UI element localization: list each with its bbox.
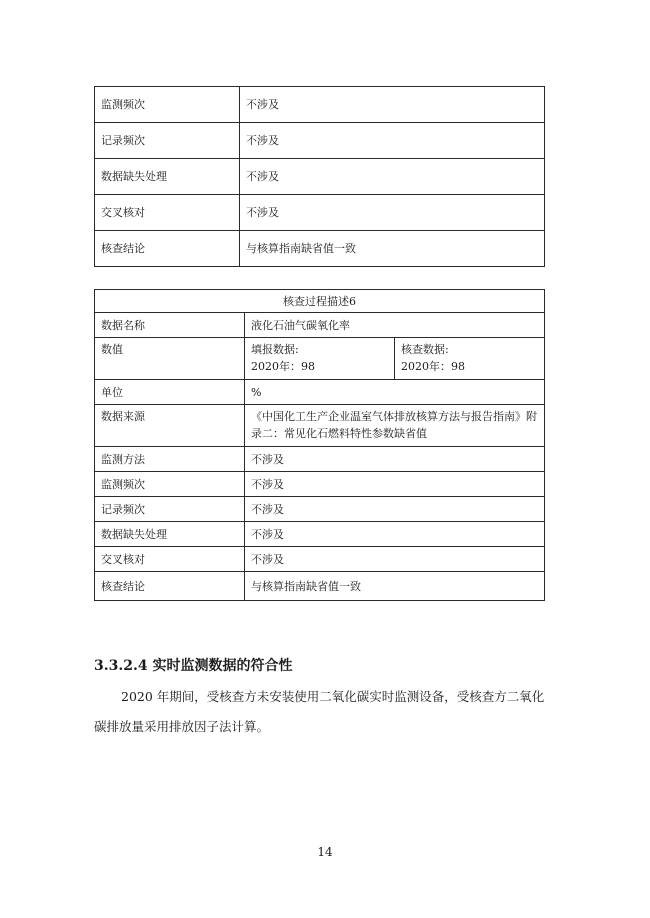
row-value: 液化石油气碳氧化率 bbox=[245, 313, 545, 338]
table-row bbox=[95, 572, 545, 601]
row-value: 不涉及 bbox=[245, 497, 545, 522]
table-row bbox=[95, 338, 545, 380]
page-number: 14 bbox=[317, 845, 333, 859]
row-value: 《中国化工生产企业温室气体排放核算方法与报告指南》附录二：常见化石燃料特性参数缺省值 bbox=[245, 405, 545, 447]
row-value: % bbox=[245, 380, 545, 405]
table-row bbox=[95, 87, 545, 123]
verification-table bbox=[94, 289, 545, 601]
table-row bbox=[95, 290, 545, 313]
table-row bbox=[95, 472, 545, 497]
row-value: 不涉及 bbox=[245, 522, 545, 547]
row-value: 与核算指南缺省值一致 bbox=[245, 572, 545, 601]
table-row bbox=[95, 313, 545, 338]
table-row bbox=[95, 497, 545, 522]
section-heading: 3.3.2.4 实时监测数据的符合性 bbox=[94, 658, 293, 674]
row-label: 数据缺失处理 bbox=[95, 522, 245, 547]
row-label: 交叉核对 bbox=[95, 547, 245, 572]
row-label: 核查结论 bbox=[95, 572, 245, 601]
table-row bbox=[95, 522, 545, 547]
row-label: 交叉核对 bbox=[95, 195, 240, 231]
row-value: 不涉及 bbox=[240, 123, 545, 159]
table-row bbox=[95, 405, 545, 447]
verified-data-cell bbox=[395, 338, 545, 380]
row-value: 不涉及 bbox=[240, 87, 545, 123]
row-value: 不涉及 bbox=[240, 195, 545, 231]
reported-data-cell bbox=[245, 338, 395, 380]
table-row bbox=[95, 231, 545, 267]
verified-label: 核查数据: bbox=[401, 343, 449, 356]
row-label: 数据来源 bbox=[95, 405, 245, 447]
reported-label: 填报数据: bbox=[251, 343, 299, 356]
row-value: 不涉及 bbox=[245, 472, 545, 497]
table-row bbox=[95, 447, 545, 472]
section-paragraph: 2020 年期间，受核查方未安装使用二氧化碳实时监测设备，受核查方二氧化碳排放量采用排放因子法计算。 bbox=[94, 689, 545, 734]
table-title: 核查过程描述6 bbox=[95, 290, 545, 313]
row-value: 与核算指南缺省值一致 bbox=[240, 231, 545, 267]
table-row bbox=[95, 123, 545, 159]
row-value: 不涉及 bbox=[245, 547, 545, 572]
row-label: 数据名称 bbox=[95, 313, 245, 338]
table-row bbox=[95, 195, 545, 231]
row-label: 记录频次 bbox=[95, 123, 240, 159]
verified-value: 2020年：98 bbox=[401, 360, 465, 373]
table-row bbox=[95, 159, 545, 195]
row-value: 不涉及 bbox=[245, 447, 545, 472]
reported-value: 2020年：98 bbox=[251, 360, 315, 373]
row-label: 监测频次 bbox=[95, 87, 240, 123]
row-label: 监测频次 bbox=[95, 472, 245, 497]
table-row bbox=[95, 547, 545, 572]
row-label: 监测方法 bbox=[95, 447, 245, 472]
row-label: 记录频次 bbox=[95, 497, 245, 522]
table-row bbox=[95, 380, 545, 405]
row-label: 单位 bbox=[95, 380, 245, 405]
row-label: 数据缺失处理 bbox=[95, 159, 240, 195]
row-label: 核查结论 bbox=[95, 231, 240, 267]
row-value: 不涉及 bbox=[240, 159, 545, 195]
row-label: 数值 bbox=[95, 338, 245, 380]
table-continued bbox=[94, 86, 545, 267]
